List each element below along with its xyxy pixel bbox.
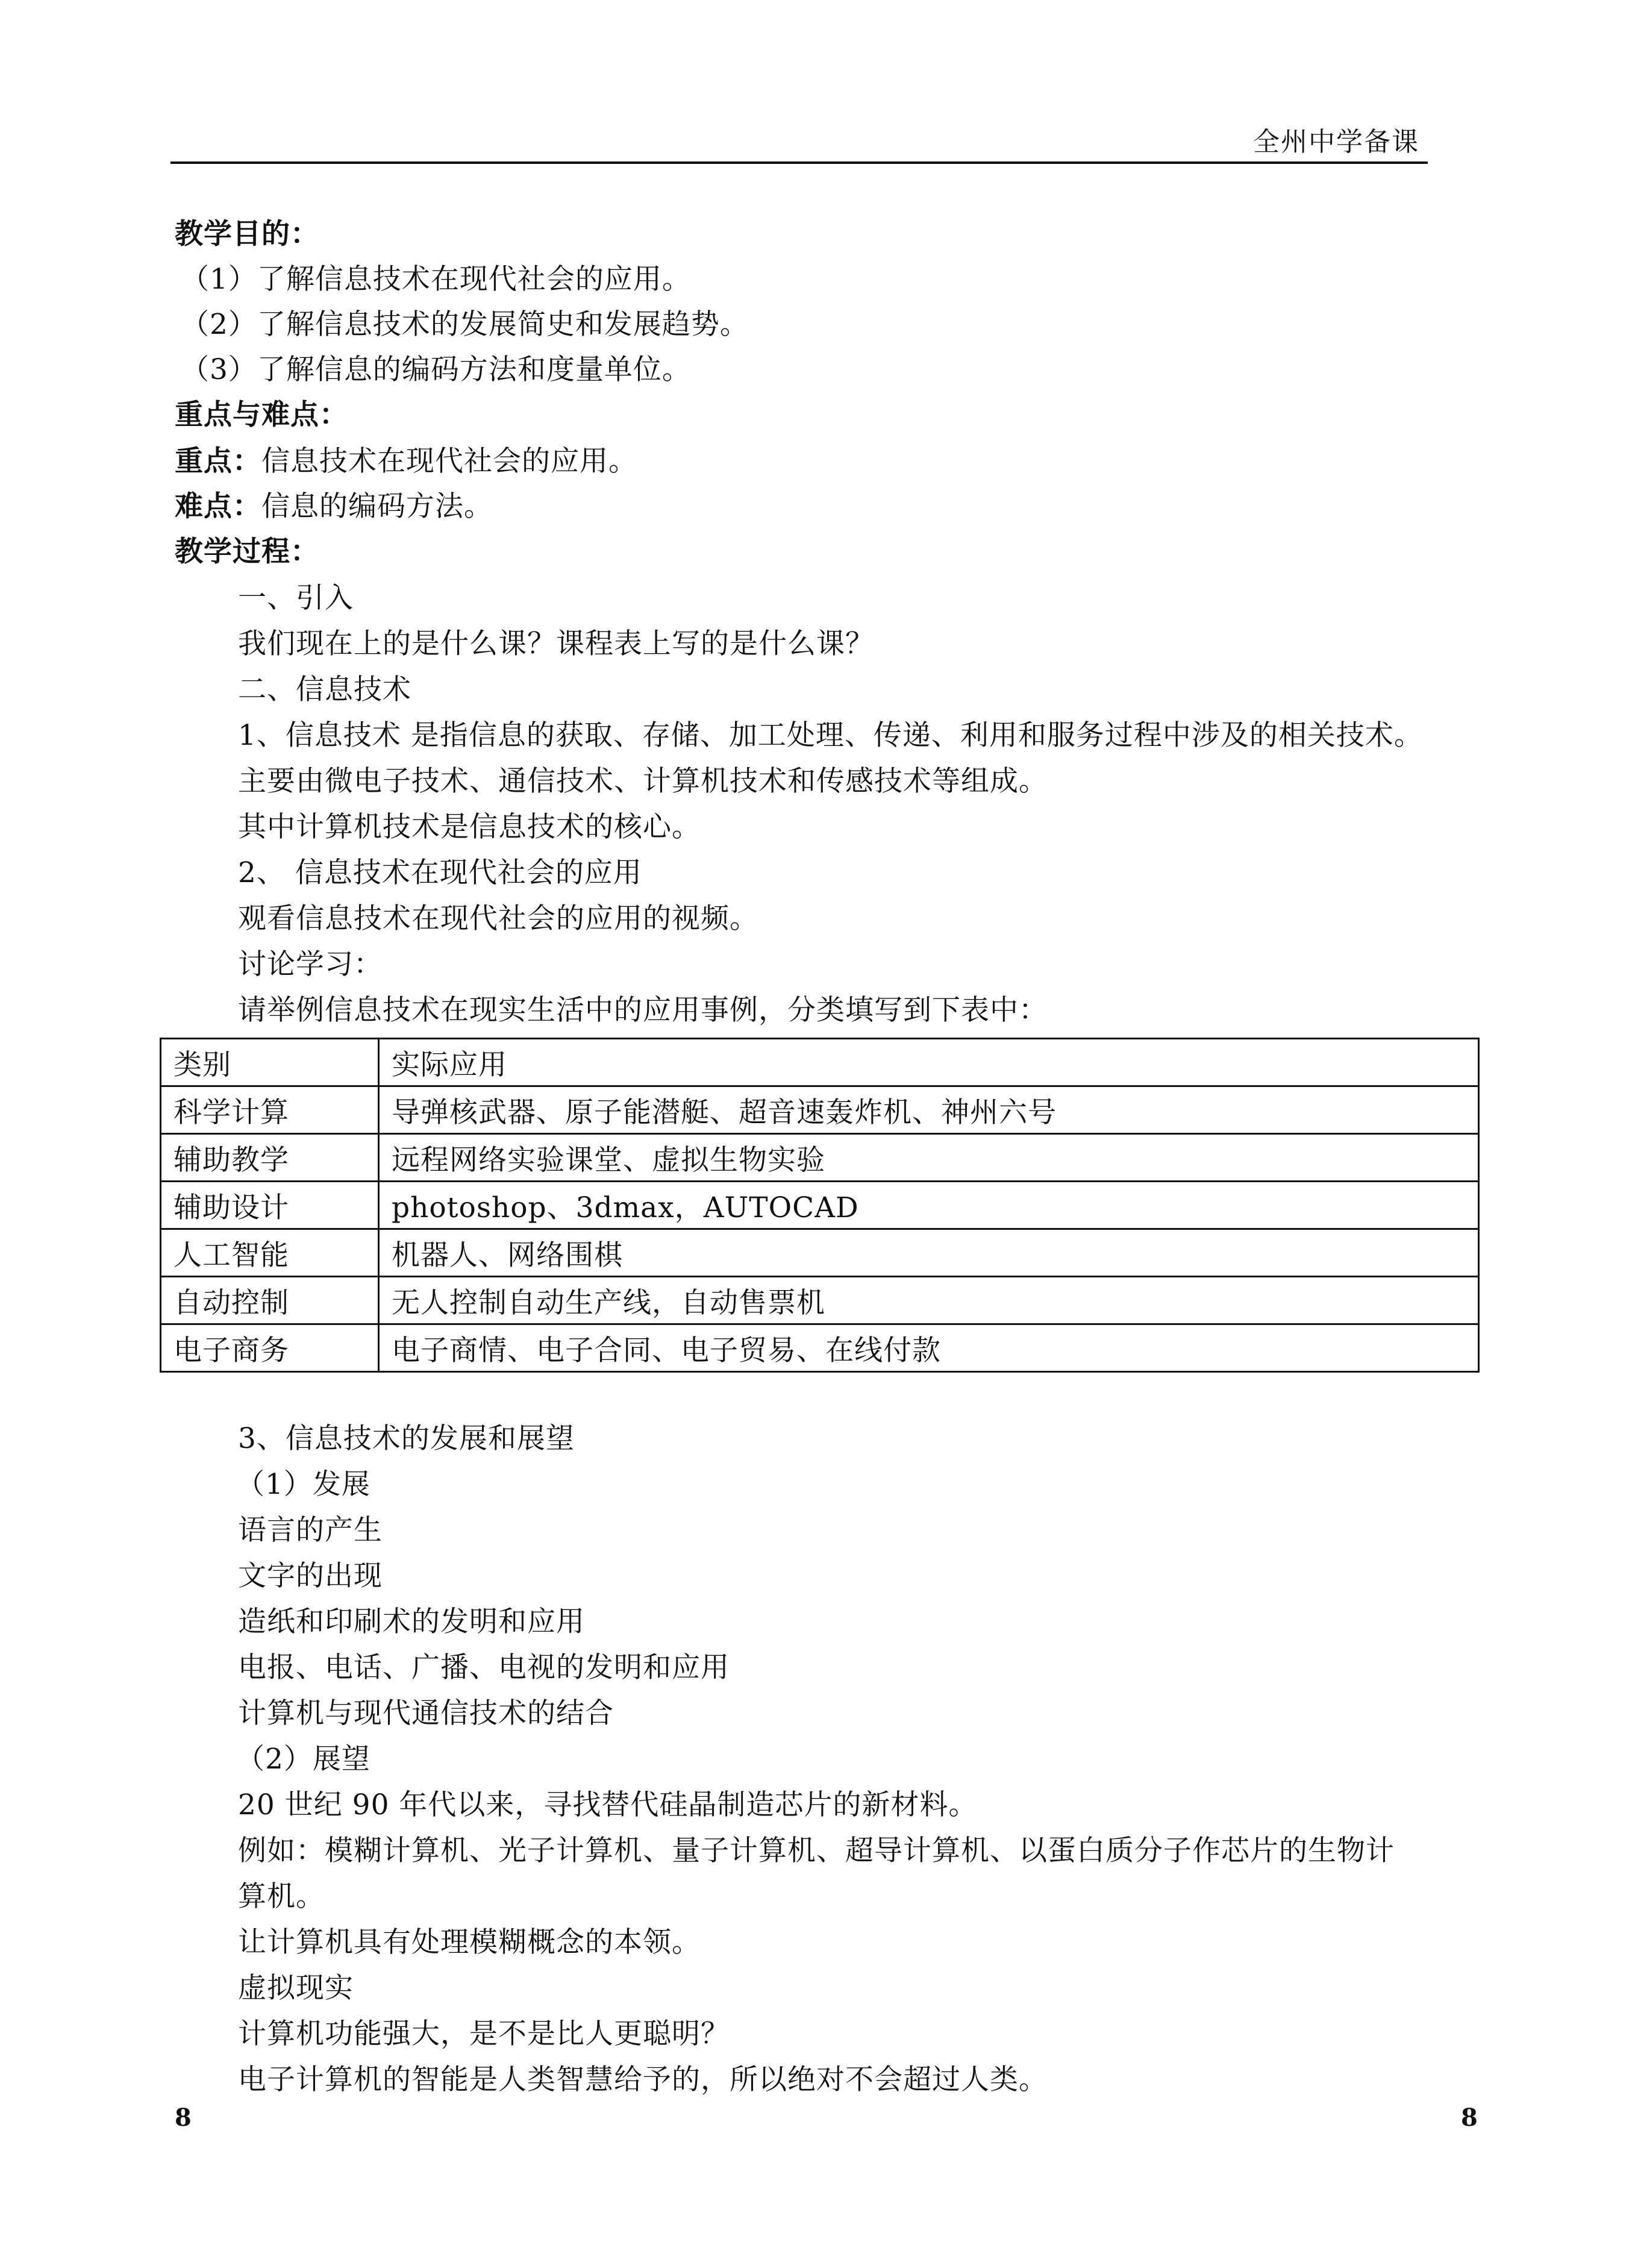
key-point-label: 重点： bbox=[175, 445, 261, 478]
table-cell-category: 辅助教学 bbox=[161, 1134, 379, 1182]
process-line: 一、引入 bbox=[238, 581, 354, 615]
difficult-point-line bbox=[175, 488, 493, 525]
process-line: 1、信息技术 是指信息的获取、存储、加工处理、传递、利用和服务过程中涉及的相关技术。 bbox=[238, 719, 1423, 752]
development-line: 电报、电话、广播、电视的发明和应用 bbox=[238, 1651, 730, 1684]
process-line: 其中计算机技术是信息技术的核心。 bbox=[238, 810, 701, 844]
table-header-category: 类别 bbox=[161, 1039, 379, 1086]
table-cell-category: 辅助设计 bbox=[161, 1182, 379, 1229]
objective-item: （3）了解信息的编码方法和度量单位。 bbox=[181, 353, 691, 386]
table-row bbox=[161, 1182, 1479, 1229]
table-row bbox=[161, 1229, 1479, 1277]
development-line: 文字的出现 bbox=[238, 1559, 383, 1593]
development-line: 计算机功能强大，是不是比人更聪明？ bbox=[238, 2017, 730, 2050]
development-line: 造纸和印刷术的发明和应用 bbox=[238, 1605, 585, 1638]
key-point-line bbox=[175, 443, 637, 480]
table-row bbox=[161, 1277, 1479, 1324]
table-cell-application: 无人控制自动生产线，自动售票机 bbox=[379, 1277, 1479, 1324]
process-line: 请举例信息技术在现实生活中的应用事例，分类填写到下表中： bbox=[238, 994, 1048, 1027]
table-cell-application: 电子商情、电子合同、电子贸易、在线付款 bbox=[379, 1324, 1479, 1372]
process-heading: 教学过程： bbox=[175, 535, 319, 568]
table-cell-category: 科学计算 bbox=[161, 1086, 379, 1134]
process-line: 观看信息技术在现代社会的应用的视频。 bbox=[238, 902, 758, 935]
key-points-heading: 重点与难点： bbox=[175, 398, 348, 431]
header-rule bbox=[170, 161, 1428, 164]
development-line: 3、信息技术的发展和展望 bbox=[238, 1422, 575, 1455]
table-row bbox=[161, 1324, 1479, 1372]
process-line: 二、信息技术 bbox=[238, 673, 411, 706]
process-line: 主要由微电子技术、通信技术、计算机技术和传感技术等组成。 bbox=[238, 765, 1048, 798]
development-line: （2）展望 bbox=[236, 1743, 370, 1776]
development-line: 虚拟现实 bbox=[238, 1972, 354, 2005]
development-line: （1）发展 bbox=[236, 1468, 370, 1501]
table-row bbox=[161, 1086, 1479, 1134]
development-line: 例如：模糊计算机、光子计算机、量子计算机、超导计算机、以蛋白质分子作芯片的生物计 bbox=[238, 1834, 1395, 1867]
table-cell-application: 机器人、网络围棋 bbox=[379, 1229, 1479, 1277]
table-cell-application: photoshop、3dmax，AUTOCAD bbox=[379, 1182, 1479, 1229]
page-number-right: 8 bbox=[1461, 2104, 1478, 2132]
process-line: 讨论学习： bbox=[238, 948, 383, 981]
development-line: 20 世纪 90 年代以来，寻找替代硅晶制造芯片的新材料。 bbox=[238, 1788, 978, 1822]
difficult-point-text: 信息的编码方法。 bbox=[261, 490, 493, 523]
objective-item: （2）了解信息技术的发展简史和发展趋势。 bbox=[181, 308, 749, 341]
objective-item: （1）了解信息技术在现代社会的应用。 bbox=[181, 263, 691, 296]
development-line: 计算机与现代通信技术的结合 bbox=[238, 1697, 614, 1730]
development-line: 电子计算机的智能是人类智慧给予的，所以绝对不会超过人类。 bbox=[238, 2063, 1048, 2096]
process-line: 2、 信息技术在现代社会的应用 bbox=[238, 856, 642, 889]
table-header-row bbox=[161, 1039, 1479, 1086]
process-line: 我们现在上的是什么课？课程表上写的是什么课？ bbox=[238, 627, 874, 660]
development-line: 让计算机具有处理模糊概念的本领。 bbox=[238, 1926, 701, 1959]
table-header-application: 实际应用 bbox=[379, 1039, 1479, 1086]
development-line: 算机。 bbox=[238, 1880, 325, 1913]
table-cell-application: 远程网络实验课堂、虚拟生物实验 bbox=[379, 1134, 1479, 1182]
objectives-heading: 教学目的： bbox=[175, 218, 319, 251]
difficult-point-label: 难点： bbox=[175, 490, 261, 523]
table-cell-category: 自动控制 bbox=[161, 1277, 379, 1324]
application-table bbox=[160, 1038, 1480, 1373]
development-line: 语言的产生 bbox=[238, 1514, 383, 1547]
page-number-left: 8 bbox=[175, 2104, 192, 2132]
table-cell-category: 人工智能 bbox=[161, 1229, 379, 1277]
key-point-text: 信息技术在现代社会的应用。 bbox=[261, 445, 637, 478]
table-cell-category: 电子商务 bbox=[161, 1324, 379, 1372]
header-title: 全州中学备课 bbox=[1253, 127, 1419, 157]
table-cell-application: 导弹核武器、原子能潜艇、超音速轰炸机、神州六号 bbox=[379, 1086, 1479, 1134]
table-row bbox=[161, 1134, 1479, 1182]
